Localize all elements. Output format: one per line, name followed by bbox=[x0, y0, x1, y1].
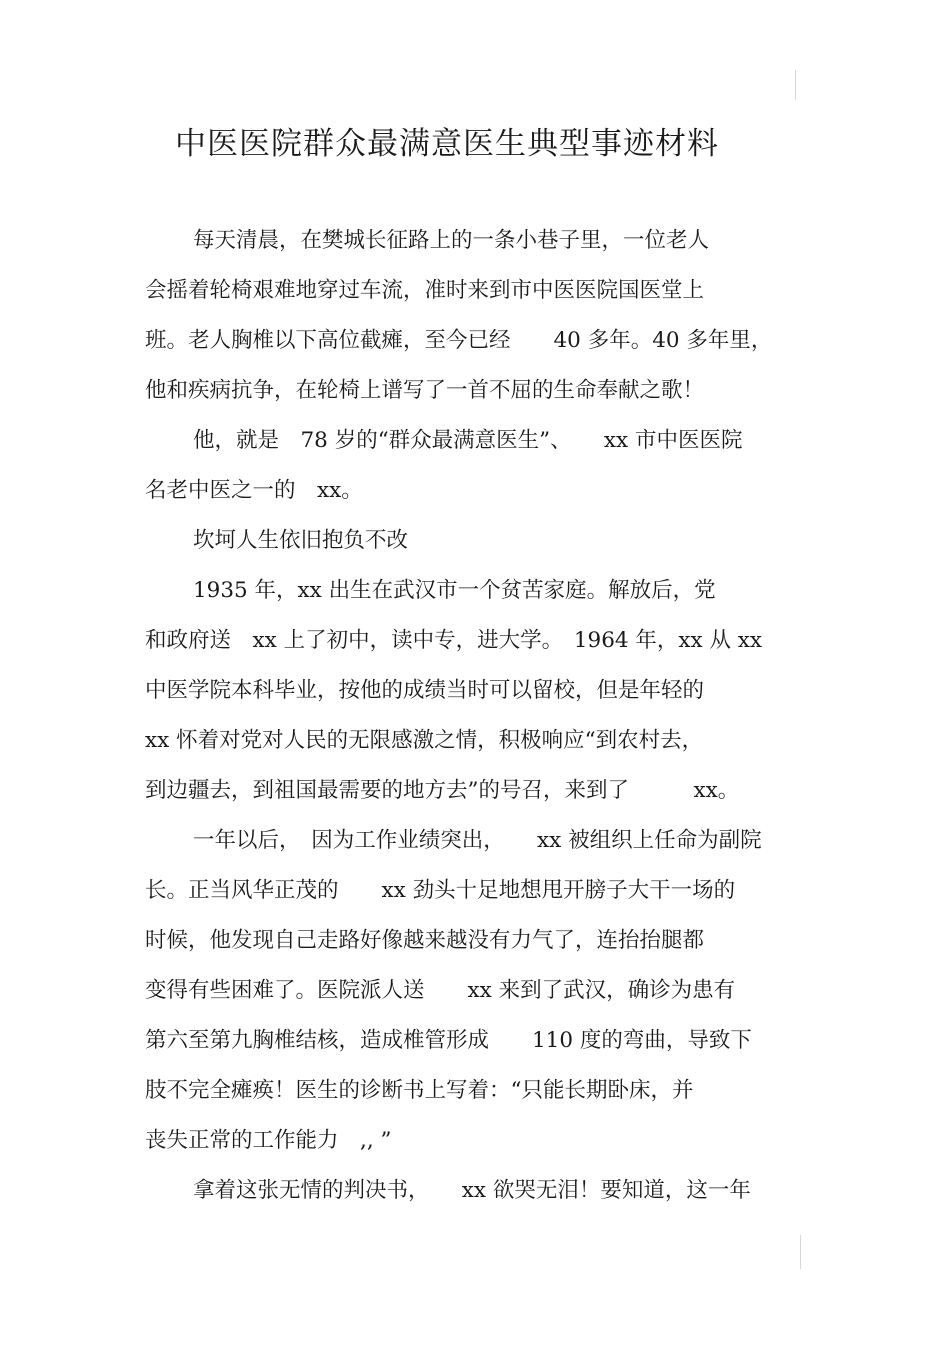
paragraph-line: 肢不完全瘫痪！医生的诊断书上写着：“只能长期卧床，并 bbox=[145, 1078, 694, 1103]
page-corner-mark bbox=[795, 70, 796, 100]
paragraph-line: 1935 年，xx 出生在武汉市一个贫苦家庭。解放后，党 bbox=[193, 578, 716, 603]
document-title: 中医医院群众最满意医生典型事迹材料 bbox=[175, 126, 719, 162]
paragraph-line: 丧失正常的工作能力 ,, ” bbox=[145, 1128, 392, 1153]
paragraph-line: 会摇着轮椅艰难地穿过车流，准时来到市中医医院国医堂上 bbox=[145, 278, 705, 303]
paragraph-line: 和政府送 xx 上了初中，读中专，进大学。 1964 年，xx 从 xx bbox=[145, 628, 763, 653]
paragraph-line: 一年以后， 因为工作业绩突出， xx 被组织上任命为副院 bbox=[193, 828, 762, 853]
paragraph-line: 中医学院本科毕业，按他的成绩当时可以留校，但是年轻的 bbox=[145, 678, 705, 703]
paragraph-line: 班。老人胸椎以下高位截瘫，至今已经 40 多年。40 多年里， bbox=[145, 328, 773, 353]
paragraph-line: 时候，他发现自己走路好像越来越没有力气了，连抬抬腿都 bbox=[145, 928, 705, 953]
paragraph-line: 第六至第九胸椎结核，造成椎管形成 110 度的弯曲，导致下 bbox=[145, 1028, 752, 1053]
paragraph-line: 他，就是 78 岁的“群众最满意医生”、 xx 市中医医院 bbox=[193, 428, 743, 453]
section-heading: 坎坷人生依旧抱负不改 bbox=[193, 528, 409, 553]
paragraph-line: 每天清晨，在樊城长征路上的一条小巷子里，一位老人 bbox=[193, 228, 710, 253]
page-corner-mark bbox=[800, 1235, 801, 1269]
paragraph-line: 长。正当风华正茂的 xx 劲头十足地想甩开膀子大干一场的 bbox=[145, 878, 736, 903]
paragraph-line: 他和疾病抗争，在轮椅上谱写了一首不屈的生命奉献之歌！ bbox=[145, 378, 705, 403]
paragraph-line: 拿着这张无情的判决书， xx 欲哭无泪！要知道，这一年 bbox=[193, 1178, 751, 1203]
paragraph-line: 到边疆去，到祖国最需要的地方去”的号召，来到了 xx。 bbox=[145, 778, 740, 803]
paragraph-line: 名老中医之一的 xx。 bbox=[145, 478, 363, 503]
paragraph-line: xx 怀着对党对人民的无限感激之情，积极响应“到农村去， bbox=[145, 728, 704, 753]
paragraph-line: 变得有些困难了。医院派人送 xx 来到了武汉，确诊为患有 bbox=[145, 978, 736, 1003]
